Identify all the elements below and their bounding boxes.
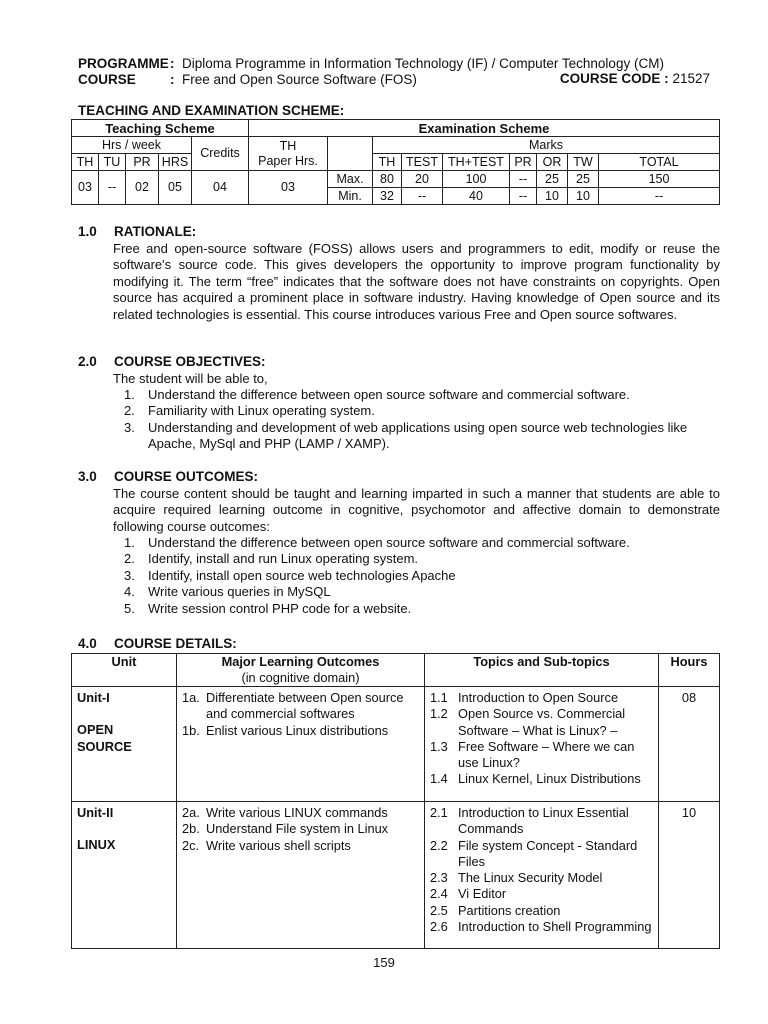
teach-hrs-value: 05 — [159, 171, 192, 205]
topics-cell — [425, 687, 659, 802]
topic-text: Introduction to Linux Essential Commands — [458, 805, 629, 837]
hours-cell: 08 — [659, 687, 720, 802]
paper-hrs-line2: Paper Hrs. — [258, 153, 318, 168]
topic-text: Open Source vs. Commercial Software – What is Linux? – — [458, 706, 626, 738]
learning-outcome — [182, 690, 419, 723]
outcome-text: Understand File system in Linux — [206, 821, 389, 837]
teach-tu-value: -- — [99, 171, 126, 205]
outcomes-title: COURSE OUTCOMES: — [114, 469, 259, 484]
outcome-text: Write various queries in MySQL — [148, 584, 331, 600]
min-label: Min. — [328, 188, 373, 205]
outcome-text: Enlist various Linux distributions — [206, 722, 389, 738]
hours-cell: 10 — [659, 802, 720, 949]
unit-cell — [72, 802, 177, 949]
topic-text: Introduction to Open Source — [458, 690, 619, 705]
col-hrs: HRS — [159, 154, 192, 171]
outcome-text: Understand the difference between open source software and commercial software. — [148, 535, 630, 550]
topic-text: Vi Editor — [458, 886, 507, 902]
learning-outcome — [182, 838, 419, 854]
objectives-intro: The student will be able to, — [113, 371, 268, 386]
marks-header: Marks — [373, 137, 720, 154]
topic-item — [430, 886, 653, 902]
rationale-heading — [78, 224, 196, 239]
topic-item — [430, 838, 653, 871]
paper-hrs-line1: TH — [279, 138, 297, 153]
learning-outcome — [182, 821, 419, 837]
outcomes-intro: The course content should be taught and learning imparted in such a manner that students are able to acquire required learning outcome in cognitive, psychomotor and affective domain to demonstrate following course outcomes: — [113, 486, 720, 534]
min-total: -- — [599, 188, 720, 205]
programme-value: Diploma Programme in Information Technology (IF) / Computer Technology (CM) — [182, 56, 664, 71]
max-test: 20 — [402, 171, 443, 188]
objectives-title: COURSE OBJECTIVES: — [114, 354, 266, 369]
col-total: TOTAL — [599, 154, 720, 171]
hours-header: Hours — [659, 654, 720, 687]
max-total: 150 — [599, 171, 720, 188]
topic-text: Partitions creation — [458, 902, 561, 918]
topic-item — [430, 739, 653, 772]
topic-key: 2.5 — [430, 902, 448, 918]
min-tw: 10 — [568, 188, 599, 205]
topic-key: 1.3 — [430, 738, 448, 754]
topic-item — [430, 903, 653, 919]
outcome-text: Identify, install and run Linux operating system. — [148, 551, 419, 567]
outcome-text: Write various LINUX commands — [206, 805, 388, 820]
teach-th-value: 03 — [72, 171, 99, 205]
programme-colon: : — [170, 56, 175, 71]
course-details-table — [71, 653, 720, 949]
learning-outcomes-header-line2: (in cognitive domain) — [241, 670, 360, 685]
topic-key: 1.2 — [430, 706, 448, 722]
unit-header: Unit — [72, 654, 177, 687]
hrs-week-header: Hrs / week — [72, 137, 192, 154]
credits-header: Credits — [192, 137, 249, 171]
outcome-number: 3. — [124, 567, 135, 583]
examination-scheme-header: Examination Scheme — [249, 120, 720, 137]
programme-label: PROGRAMME — [78, 56, 169, 71]
table-row — [72, 687, 720, 802]
outcome-item — [118, 551, 718, 567]
topic-key: 1.4 — [430, 771, 448, 787]
min-or: 10 — [537, 188, 568, 205]
course-colon: : — [170, 72, 175, 87]
rationale-number: 1.0 — [78, 224, 97, 239]
topic-item — [430, 870, 653, 886]
topic-key: 2.2 — [430, 837, 448, 853]
topic-key: 2.1 — [430, 805, 448, 820]
col-or: OR — [537, 154, 568, 171]
objective-text: Familiarity with Linux operating system. — [148, 403, 375, 419]
learning-outcome — [182, 805, 419, 821]
topic-item — [430, 805, 653, 838]
min-test: -- — [402, 188, 443, 205]
unit-number: Unit-II — [77, 805, 114, 820]
outcome-item — [118, 568, 718, 584]
objectives-number: 2.0 — [78, 354, 97, 369]
col-th: TH — [72, 154, 99, 171]
topic-key: 2.3 — [430, 870, 448, 886]
objectives-list — [118, 387, 718, 453]
learning-outcome — [182, 723, 419, 739]
topic-item — [430, 706, 653, 739]
objective-item — [118, 420, 718, 453]
paper-hrs-header — [249, 137, 328, 171]
page-number: 159 — [373, 955, 395, 970]
topic-item — [430, 690, 653, 706]
objectives-heading — [78, 354, 266, 369]
outcome-text: Write various shell scripts — [206, 837, 351, 853]
max-tw: 25 — [568, 171, 599, 188]
outcome-key: 1b. — [182, 722, 200, 738]
teaching-scheme-header: Teaching Scheme — [72, 120, 249, 137]
rationale-text: Free and open-source software (FOSS) allows users and programmers to edit, modify or reuse the software's source code. This gives developers the opportunity to improve program functionality by modifying it. The term “free” indicates that the software does not have constraints on copyrights. Open source has acquired a prominent place in software industry. Having knowledge of Open source and its related technologies is essential. This course introduces various Free and Open source softwares. — [113, 241, 720, 322]
outcome-text: Write session control PHP code for a website. — [148, 600, 412, 616]
outcome-item — [118, 535, 718, 551]
course-code-label: COURSE CODE : — [559, 71, 669, 86]
unit-number: Unit-I — [77, 690, 110, 705]
outcome-item — [118, 601, 718, 617]
scheme-title: TEACHING AND EXAMINATION SCHEME: — [78, 103, 345, 118]
objective-text: Understanding and development of web applications using open source web technologies like Apache, MySql and PHP (LAMP / XAMP). — [148, 419, 688, 452]
outcome-text: Identify, install open source web technologies Apache — [148, 567, 456, 583]
topic-key: 2.6 — [430, 919, 448, 935]
topics-cell — [425, 802, 659, 949]
topic-item — [430, 771, 653, 787]
min-th: 32 — [373, 188, 402, 205]
objective-number: 1. — [124, 387, 135, 402]
objective-number: 3. — [124, 419, 135, 435]
unit-name: OPEN — [77, 722, 114, 738]
course-code — [560, 71, 710, 86]
topic-text: File system Concept - Standard Files — [458, 837, 638, 869]
max-th-test: 100 — [443, 171, 510, 188]
unit-name: SOURCE — [77, 738, 132, 754]
topic-item — [430, 919, 653, 935]
outcome-number: 2. — [124, 551, 135, 567]
outcomes-cell — [177, 687, 425, 802]
learning-outcomes-header — [177, 654, 425, 687]
paper-hrs-value: 03 — [249, 171, 328, 205]
outcomes-list — [118, 535, 718, 617]
outcome-key: 2a. — [182, 805, 200, 820]
col-pr: PR — [126, 154, 159, 171]
scheme-table — [71, 119, 720, 205]
max-pr: -- — [510, 171, 537, 188]
outcomes-cell — [177, 802, 425, 949]
min-th-test: 40 — [443, 188, 510, 205]
col-tw: TW — [568, 154, 599, 171]
topic-text: Free Software – Where we can use Linux? — [458, 738, 635, 771]
topic-text: Introduction to Shell Programming — [458, 919, 652, 935]
topic-key: 1.1 — [430, 690, 448, 705]
topic-text: Linux Kernel, Linux Distributions — [458, 771, 641, 787]
max-or: 25 — [537, 171, 568, 188]
details-title: COURSE DETAILS: — [114, 636, 237, 651]
course-value: Free and Open Source Software (FOS) — [182, 72, 417, 87]
programme-line — [78, 55, 664, 72]
course-code-value: 21527 — [672, 71, 710, 86]
topics-header: Topics and Sub-topics — [425, 654, 659, 687]
course-line — [78, 71, 417, 88]
outcome-item — [118, 584, 718, 600]
blank-cell — [328, 137, 373, 171]
outcomes-number: 3.0 — [78, 469, 97, 484]
objective-item — [118, 387, 718, 403]
outcome-key: 2c. — [182, 837, 200, 853]
col-th-test: TH+TEST — [443, 154, 510, 171]
max-label: Max. — [328, 171, 373, 188]
outcome-number: 5. — [124, 600, 135, 616]
outcome-number: 4. — [124, 584, 135, 600]
objective-text: Understand the difference between open source software and commercial software. — [148, 387, 630, 402]
rationale-title: RATIONALE: — [114, 224, 197, 239]
topic-key: 2.4 — [430, 886, 448, 902]
outcome-key: 1a. — [182, 690, 200, 705]
col-exam-pr: PR — [510, 154, 537, 171]
col-exam-th: TH — [373, 154, 402, 171]
outcome-text: Differentiate between Open source and commercial softwares — [206, 690, 404, 722]
details-heading — [78, 636, 237, 651]
col-tu: TU — [99, 154, 126, 171]
details-number: 4.0 — [78, 636, 97, 651]
outcome-key: 2b. — [182, 821, 200, 837]
max-th: 80 — [373, 171, 402, 188]
unit-cell — [72, 687, 177, 802]
outcome-number: 1. — [124, 535, 135, 550]
course-label: COURSE — [78, 72, 136, 87]
learning-outcomes-header-line1: Major Learning Outcomes — [221, 654, 380, 669]
objective-item — [118, 403, 718, 419]
outcomes-heading — [78, 469, 258, 484]
table-row — [72, 802, 720, 949]
col-test: TEST — [402, 154, 443, 171]
credits-value: 04 — [192, 171, 249, 205]
teach-pr-value: 02 — [126, 171, 159, 205]
unit-name: LINUX — [77, 837, 116, 853]
min-pr: -- — [510, 188, 537, 205]
topic-text: The Linux Security Model — [458, 870, 603, 886]
objective-number: 2. — [124, 403, 135, 419]
